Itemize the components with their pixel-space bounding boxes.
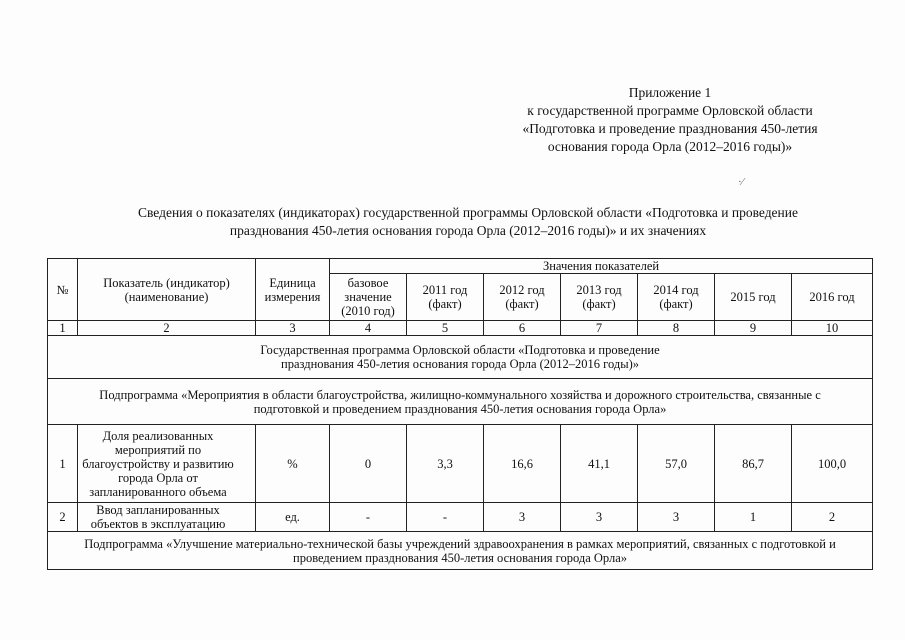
header-2011: 2011 год (факт) (407, 274, 484, 321)
row-unit: % (256, 425, 330, 503)
header-2014: 2014 год (факт) (638, 274, 715, 321)
annex-line-4: основания города Орла (2012–2016 годы)» (547, 139, 793, 154)
table-row (48, 503, 873, 532)
document-title-line-2: празднования 450-летия основания города Орла (2012–2016 годы)» и их значениях (229, 223, 707, 238)
row-value: 41,1 (561, 425, 638, 503)
scan-artifact-mark: ·⁄ (738, 176, 744, 188)
row-value: 0 (330, 425, 407, 503)
document-title (48, 204, 888, 240)
row-indicator: Ввод запланированных объектов в эксплуатацию (78, 503, 256, 532)
table-row (48, 425, 873, 503)
row-value: 2 (792, 503, 873, 532)
row-value: 3,3 (407, 425, 484, 503)
row-value: 100,0 (792, 425, 873, 503)
header-values-group: Значения показателей (330, 259, 873, 274)
row-unit: ед. (256, 503, 330, 532)
annex-line-3: «Подготовка и проведение празднования 450-летия (522, 121, 818, 136)
row-num: 1 (48, 425, 78, 503)
column-number: 5 (407, 321, 484, 336)
column-number: 4 (330, 321, 407, 336)
header-2015: 2015 год (715, 274, 792, 321)
header-base: базовое значение (2010 год) (330, 274, 407, 321)
annex-header (470, 84, 870, 156)
header-2012: 2012 год (факт) (484, 274, 561, 321)
column-number: 10 (792, 321, 873, 336)
row-value: 1 (715, 503, 792, 532)
row-value: - (407, 503, 484, 532)
row-value: - (330, 503, 407, 532)
header-2016: 2016 год (792, 274, 873, 321)
column-numbers-row (48, 321, 873, 336)
header-2013: 2013 год (факт) (561, 274, 638, 321)
row-value: 3 (561, 503, 638, 532)
header-unit: Единица измерения (256, 259, 330, 321)
header-num: № (48, 259, 78, 321)
column-number: 1 (48, 321, 78, 336)
row-value: 3 (484, 503, 561, 532)
indicators-table (47, 258, 873, 570)
column-number: 8 (638, 321, 715, 336)
header-indicator: Показатель (индикатор) (наименование) (78, 259, 256, 321)
annex-line-1: Приложение 1 (628, 85, 712, 100)
row-value: 16,6 (484, 425, 561, 503)
annex-line-2: к государственной программе Орловской области (527, 103, 813, 118)
column-number: 2 (78, 321, 256, 336)
column-number: 3 (256, 321, 330, 336)
subprogram-1-row: Подпрограмма «Мероприятия в области благоустройства, жилищно-коммунального хозяйства и дорожного строительства, связанные с подготовкой и проведением празднования 450-летия основания города Орла» (48, 379, 873, 425)
row-value: 57,0 (638, 425, 715, 503)
row-indicator: Доля реализованных мероприятий по благоустройству и развитию города Орла от запланированного объема (78, 425, 256, 503)
subprogram-2-row: Подпрограмма «Улучшение материально-технической базы учреждений здравоохранения в рамках мероприятий, связанных с подготовкой и проведением празднования 450-летия основания города Орла» (48, 532, 873, 570)
row-value: 86,7 (715, 425, 792, 503)
document-title-line-1: Сведения о показателях (индикаторах) государственной программы Орловской области «Подготовка и проведение (137, 205, 798, 220)
column-number: 6 (484, 321, 561, 336)
row-num: 2 (48, 503, 78, 532)
column-number: 9 (715, 321, 792, 336)
program-section-row: Государственная программа Орловской области «Подготовка и проведение празднования 450-летия основания города Орла (2012–2016 годы)» (48, 336, 873, 379)
column-number: 7 (561, 321, 638, 336)
row-value: 3 (638, 503, 715, 532)
